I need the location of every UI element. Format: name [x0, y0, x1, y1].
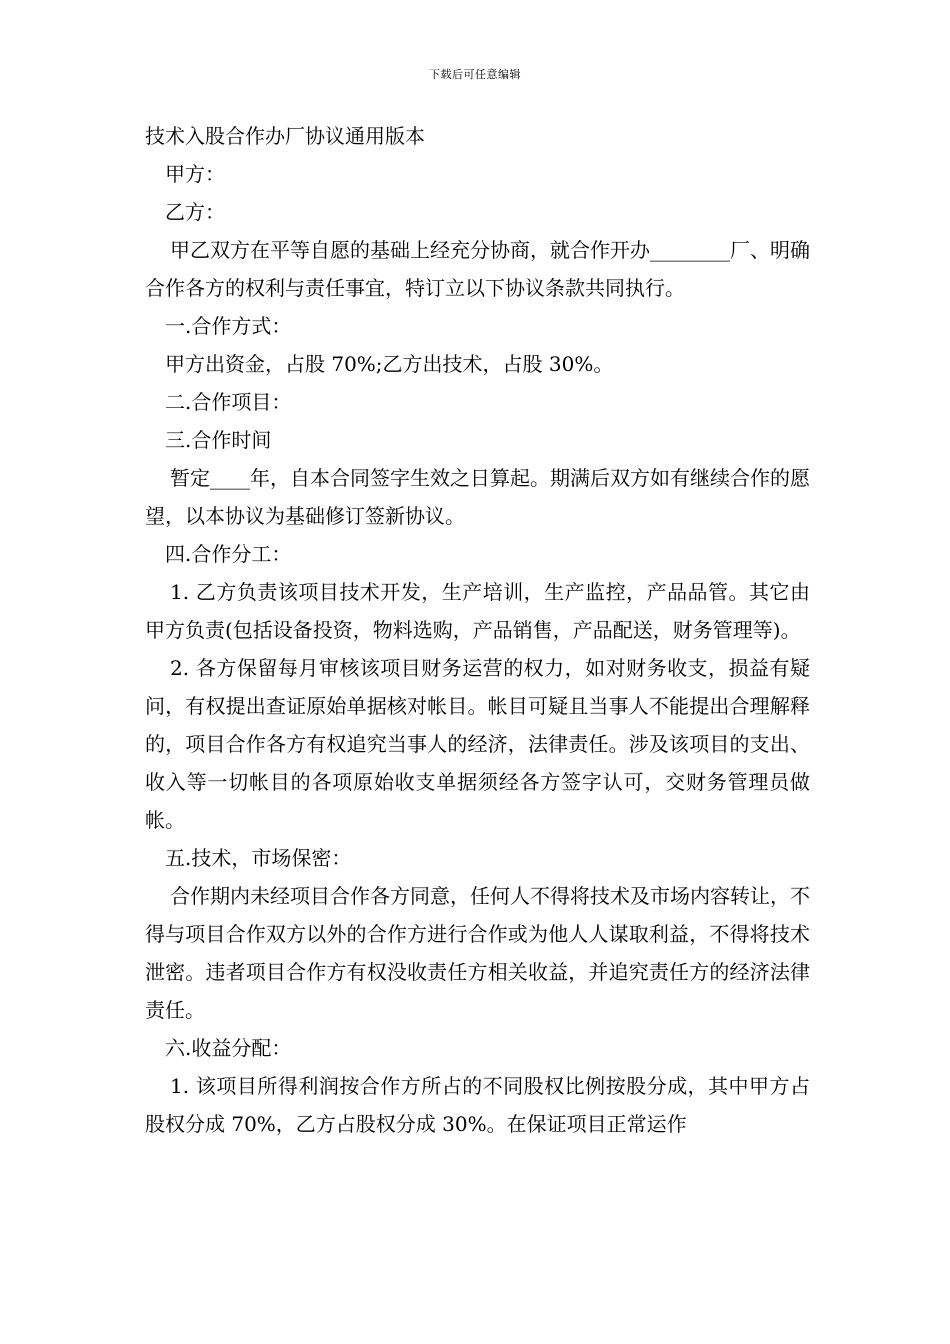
- section-5-text: 合作期内未经项目合作各方同意，任何人不得将技术及市场内容转让，不得与项目合作双方以外的合作方进行合作或为他人人谋取利益，不得将技术泄密。违者项目合作方有权没收责任方相关收益，并追究责任方的经济法律责任。: [145, 884, 810, 1022]
- header-note: 下载后可任意编辑: [429, 68, 521, 81]
- party-b-line: 乙方：: [165, 200, 225, 224]
- section-6-item-1: 1. 该项目所得利润按合作方所占的不同股权比例按股分成，其中甲方占股权分成 70%，乙方占股权分成 30%。在保证项目正常运作: [145, 1074, 810, 1136]
- section-4-item-2: 2. 各方保留每月审核该项目财务运营的权力，如对财务收支，损益有疑问，有权提出查证原始单据核对帐目。帐目可疑且当事人不能提出合理解释的，项目合作各方有权追究当事人的经济，法律责任。涉及该项目的支出、收入等一切帐目的各项原始收支单据须经各方签字认可，交财务管理员做帐。: [145, 656, 810, 832]
- party-a-line: 甲方：: [165, 162, 225, 186]
- section-5-title: 五.技术，市场保密：: [165, 846, 352, 870]
- intro-paragraph: 甲乙双方在平等自愿的基础上经充分协商，就合作开办________厂、明确合作各方的权利与责任事宜，特订立以下协议条款共同执行。: [145, 238, 810, 300]
- document-body: [145, 117, 810, 1143]
- section-6-title: 六.收益分配：: [165, 1036, 292, 1060]
- section-1-title: 一.合作方式：: [165, 314, 292, 338]
- section-3-title: 三.合作时间: [165, 428, 272, 452]
- section-4-item-1: 1. 乙方负责该项目技术开发，生产培训，生产监控，产品品管。其它由甲方负责(包括设备投资，物料选购，产品销售，产品配送，财务管理等)。: [145, 580, 810, 642]
- section-1-text: 甲方出资金，占股 70%;乙方出技术，占股 30%。: [165, 352, 614, 376]
- section-2-title: 二.合作项目：: [165, 390, 292, 414]
- section-4-title: 四.合作分工：: [165, 542, 292, 566]
- document-title: 技术入股合作办厂协议通用版本: [145, 124, 425, 148]
- section-3-text: 暂定____年，自本合同签字生效之日算起。期满后双方如有继续合作的愿望，以本协议为基础修订签新协议。: [145, 466, 810, 528]
